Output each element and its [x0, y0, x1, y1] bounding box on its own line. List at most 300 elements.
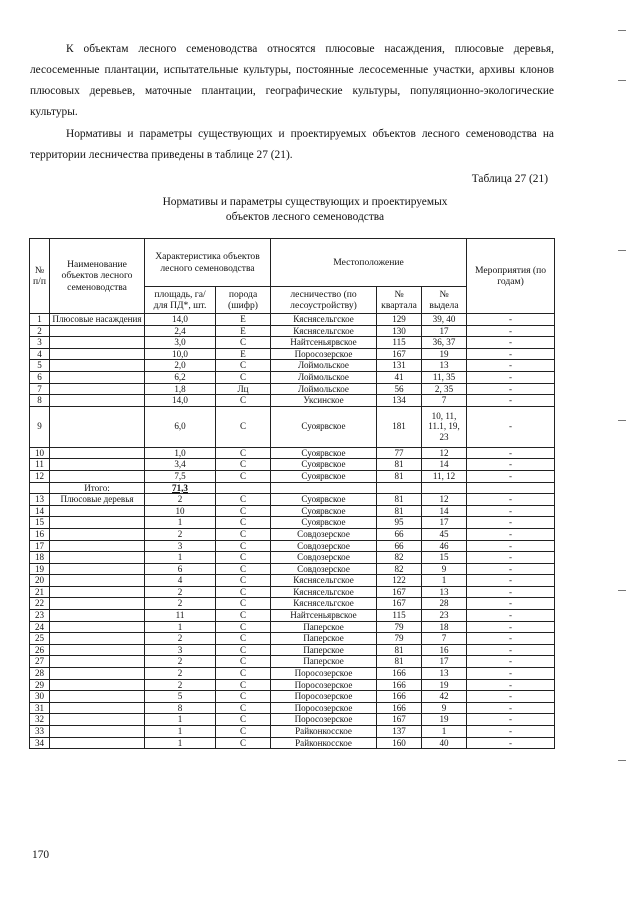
table-row — [30, 598, 555, 610]
table-row — [30, 644, 555, 656]
cell-breed: С — [216, 406, 271, 447]
cell-section: 10, 11, 11.1, 19, 23 — [422, 406, 467, 447]
cell-num: 7 — [30, 383, 50, 395]
cell-forestry: Кяснясельгское — [271, 598, 377, 610]
total-row — [30, 482, 555, 494]
table-row — [30, 348, 555, 360]
cell-empty — [30, 482, 50, 494]
group-name-cont — [50, 656, 145, 668]
group-name-cont — [50, 563, 145, 575]
cell-num: 16 — [30, 528, 50, 540]
table-caption-line1: Нормативы и параметры существующих и проектируемых — [162, 196, 448, 208]
scan-edge-mark — [618, 80, 626, 81]
cell-empty — [216, 482, 271, 494]
total-value: 71,3 — [145, 482, 216, 494]
table-row — [30, 383, 555, 395]
table-body — [30, 314, 555, 749]
group-name-cont — [50, 470, 145, 482]
group-name-cont — [50, 714, 145, 726]
cell-num: 9 — [30, 406, 50, 447]
cell-area: 2 — [145, 656, 216, 668]
cell-section: 13 — [422, 586, 467, 598]
table-row — [30, 714, 555, 726]
cell-section: 14 — [422, 459, 467, 471]
cell-section: 36, 37 — [422, 337, 467, 349]
total-label: Итого: — [50, 482, 145, 494]
header-location: Местоположение — [271, 239, 467, 287]
group-name-cont — [50, 517, 145, 529]
cell-quarter: 95 — [377, 517, 422, 529]
cell-section: 40 — [422, 737, 467, 749]
cell-section: 16 — [422, 644, 467, 656]
cell-num: 6 — [30, 371, 50, 383]
group-name-cont — [50, 528, 145, 540]
cell-forestry: Поросозерское — [271, 679, 377, 691]
header-characteristics: Характеристика объектов лесного семеноводства — [145, 239, 271, 287]
group-name-cont — [50, 337, 145, 349]
scan-edge-mark — [618, 590, 626, 591]
cell-forestry: Поросозерское — [271, 691, 377, 703]
cell-breed: С — [216, 552, 271, 564]
cell-forestry: Совдозерское — [271, 528, 377, 540]
cell-forestry: Лоймольское — [271, 383, 377, 395]
table-row — [30, 737, 555, 749]
table-row — [30, 656, 555, 668]
group-name-cont — [50, 598, 145, 610]
cell-forestry: Суоярвское — [271, 406, 377, 447]
cell-area: 4 — [145, 575, 216, 587]
table-row — [30, 360, 555, 372]
cell-section: 1 — [422, 575, 467, 587]
cell-area: 2 — [145, 679, 216, 691]
group-name-cont — [50, 325, 145, 337]
group-name-cont — [50, 575, 145, 587]
cell-measures: - — [467, 459, 555, 471]
cell-measures: - — [467, 505, 555, 517]
table-row — [30, 447, 555, 459]
reference-paragraph: Нормативы и параметры существующих и проектируемых объектов лесного семеноводства на территории лесничества приведены в таблице 27 (21). — [30, 128, 554, 161]
cell-area: 10 — [145, 505, 216, 517]
cell-section: 42 — [422, 691, 467, 703]
cell-area: 2 — [145, 494, 216, 506]
table-label: Таблица 27 (21) — [471, 173, 548, 185]
table-row — [30, 337, 555, 349]
page-number: 170 — [32, 849, 50, 861]
cell-section: 19 — [422, 714, 467, 726]
cell-forestry: Суоярвское — [271, 470, 377, 482]
cell-measures: - — [467, 644, 555, 656]
cell-num: 27 — [30, 656, 50, 668]
table-row — [30, 668, 555, 680]
cell-num: 25 — [30, 633, 50, 645]
table-row — [30, 406, 555, 447]
table-row — [30, 702, 555, 714]
table-row — [30, 726, 555, 738]
group-name: Плюсовые деревья — [50, 494, 145, 506]
cell-forestry: Паперское — [271, 656, 377, 668]
cell-quarter: 130 — [377, 325, 422, 337]
table-row — [30, 621, 555, 633]
cell-breed: С — [216, 737, 271, 749]
cell-empty — [377, 482, 422, 494]
cell-quarter: 167 — [377, 586, 422, 598]
cell-forestry: Суоярвское — [271, 505, 377, 517]
cell-area: 2,4 — [145, 325, 216, 337]
cell-breed: С — [216, 586, 271, 598]
table-row — [30, 633, 555, 645]
cell-measures: - — [467, 314, 555, 326]
cell-num: 34 — [30, 737, 50, 749]
cell-num: 20 — [30, 575, 50, 587]
cell-quarter: 41 — [377, 371, 422, 383]
table-row — [30, 691, 555, 703]
cell-section: 13 — [422, 668, 467, 680]
group-name-cont — [50, 406, 145, 447]
cell-measures: - — [467, 470, 555, 482]
cell-breed: С — [216, 702, 271, 714]
cell-quarter: 166 — [377, 691, 422, 703]
cell-forestry: Совдозерское — [271, 540, 377, 552]
cell-quarter: 82 — [377, 552, 422, 564]
cell-measures: - — [467, 517, 555, 529]
cell-forestry: Паперское — [271, 644, 377, 656]
cell-num: 28 — [30, 668, 50, 680]
cell-forestry: Суоярвское — [271, 447, 377, 459]
group-name-cont — [50, 371, 145, 383]
cell-empty — [422, 482, 467, 494]
cell-num: 14 — [30, 505, 50, 517]
cell-forestry: Райконкосское — [271, 726, 377, 738]
cell-area: 3 — [145, 644, 216, 656]
cell-measures: - — [467, 656, 555, 668]
group-name-cont — [50, 621, 145, 633]
cell-quarter: 129 — [377, 314, 422, 326]
cell-quarter: 167 — [377, 714, 422, 726]
cell-num: 19 — [30, 563, 50, 575]
cell-area: 2 — [145, 668, 216, 680]
cell-quarter: 131 — [377, 360, 422, 372]
cell-breed: С — [216, 691, 271, 703]
group-name-cont — [50, 459, 145, 471]
cell-num: 11 — [30, 459, 50, 471]
table-row — [30, 314, 555, 326]
cell-num: 30 — [30, 691, 50, 703]
cell-area: 14,0 — [145, 314, 216, 326]
cell-num: 18 — [30, 552, 50, 564]
cell-area: 2 — [145, 586, 216, 598]
cell-num: 33 — [30, 726, 50, 738]
cell-measures: - — [467, 621, 555, 633]
cell-breed: С — [216, 726, 271, 738]
scan-edge-mark — [618, 250, 626, 251]
cell-quarter: 134 — [377, 395, 422, 407]
cell-breed: С — [216, 371, 271, 383]
group-name-cont — [50, 633, 145, 645]
table-row — [30, 494, 555, 506]
cell-section: 45 — [422, 528, 467, 540]
cell-area: 3 — [145, 540, 216, 552]
cell-quarter: 160 — [377, 737, 422, 749]
cell-area: 2 — [145, 528, 216, 540]
cell-breed: С — [216, 575, 271, 587]
cell-num: 15 — [30, 517, 50, 529]
cell-num: 12 — [30, 470, 50, 482]
table-row — [30, 679, 555, 691]
group-name: Плюсовые насаждения — [50, 314, 145, 326]
cell-measures: - — [467, 737, 555, 749]
cell-quarter: 66 — [377, 540, 422, 552]
cell-breed: Е — [216, 325, 271, 337]
cell-section: 39, 40 — [422, 314, 467, 326]
cell-forestry: Поросозерское — [271, 714, 377, 726]
cell-measures: - — [467, 563, 555, 575]
cell-area: 5 — [145, 691, 216, 703]
cell-section: 2, 35 — [422, 383, 467, 395]
cell-forestry: Кяснясельгское — [271, 575, 377, 587]
table-row — [30, 325, 555, 337]
group-name-cont — [50, 679, 145, 691]
header-section: № выдела — [422, 287, 467, 314]
cell-breed: С — [216, 459, 271, 471]
group-name-cont — [50, 383, 145, 395]
cell-section: 9 — [422, 702, 467, 714]
cell-num: 22 — [30, 598, 50, 610]
group-name-cont — [50, 395, 145, 407]
cell-area: 14,0 — [145, 395, 216, 407]
cell-measures: - — [467, 395, 555, 407]
cell-section: 15 — [422, 552, 467, 564]
cell-measures: - — [467, 575, 555, 587]
cell-forestry: Уксинское — [271, 395, 377, 407]
cell-breed: С — [216, 714, 271, 726]
cell-measures: - — [467, 447, 555, 459]
cell-quarter: 81 — [377, 470, 422, 482]
cell-forestry: Совдозерское — [271, 552, 377, 564]
cell-breed: С — [216, 633, 271, 645]
cell-area: 1,0 — [145, 447, 216, 459]
cell-quarter: 166 — [377, 679, 422, 691]
cell-breed: С — [216, 621, 271, 633]
cell-area: 1 — [145, 714, 216, 726]
cell-empty — [271, 482, 377, 494]
cell-section: 11, 35 — [422, 371, 467, 383]
cell-num: 29 — [30, 679, 50, 691]
cell-measures: - — [467, 679, 555, 691]
cell-section: 9 — [422, 563, 467, 575]
group-name-cont — [50, 360, 145, 372]
cell-measures: - — [467, 406, 555, 447]
cell-forestry: Найтсеньярвское — [271, 337, 377, 349]
cell-quarter: 79 — [377, 621, 422, 633]
cell-forestry: Поросозерское — [271, 348, 377, 360]
group-name-cont — [50, 540, 145, 552]
cell-num: 31 — [30, 702, 50, 714]
cell-breed: С — [216, 447, 271, 459]
table-row — [30, 540, 555, 552]
cell-empty — [467, 482, 555, 494]
cell-forestry: Лоймольское — [271, 360, 377, 372]
cell-area: 2,0 — [145, 360, 216, 372]
cell-area: 3,0 — [145, 337, 216, 349]
cell-quarter: 137 — [377, 726, 422, 738]
header-forestry: лесничество (по лесоустройству) — [271, 287, 377, 314]
cell-breed: С — [216, 494, 271, 506]
cell-num: 1 — [30, 314, 50, 326]
table-row — [30, 395, 555, 407]
table-row — [30, 470, 555, 482]
cell-breed: С — [216, 563, 271, 575]
cell-num: 23 — [30, 610, 50, 622]
cell-measures: - — [467, 540, 555, 552]
seed-objects-table — [29, 238, 555, 749]
cell-breed: С — [216, 679, 271, 691]
cell-breed: С — [216, 668, 271, 680]
header-area: площадь, га/ для ПД*, шт. — [145, 287, 216, 314]
cell-breed: С — [216, 540, 271, 552]
cell-breed: С — [216, 517, 271, 529]
cell-measures: - — [467, 691, 555, 703]
cell-area: 1 — [145, 726, 216, 738]
cell-area: 1,8 — [145, 383, 216, 395]
cell-forestry: Лоймольское — [271, 371, 377, 383]
cell-measures: - — [467, 668, 555, 680]
scan-edge-mark — [618, 760, 626, 761]
cell-quarter: 166 — [377, 668, 422, 680]
cell-breed: Е — [216, 314, 271, 326]
cell-quarter: 167 — [377, 348, 422, 360]
group-name-cont — [50, 505, 145, 517]
cell-quarter: 181 — [377, 406, 422, 447]
cell-measures: - — [467, 714, 555, 726]
cell-num: 32 — [30, 714, 50, 726]
cell-quarter: 115 — [377, 610, 422, 622]
header-name: Наименование объектов лесного семеноводства — [50, 239, 145, 314]
table-row — [30, 610, 555, 622]
cell-section: 11, 12 — [422, 470, 467, 482]
cell-breed: С — [216, 337, 271, 349]
cell-area: 7,5 — [145, 470, 216, 482]
cell-section: 7 — [422, 633, 467, 645]
cell-quarter: 81 — [377, 644, 422, 656]
cell-measures: - — [467, 348, 555, 360]
group-name-cont — [50, 447, 145, 459]
cell-breed: С — [216, 470, 271, 482]
table-row — [30, 517, 555, 529]
cell-measures: - — [467, 528, 555, 540]
cell-breed: Е — [216, 348, 271, 360]
cell-section: 14 — [422, 505, 467, 517]
cell-num: 24 — [30, 621, 50, 633]
cell-quarter: 166 — [377, 702, 422, 714]
cell-measures: - — [467, 598, 555, 610]
group-name-cont — [50, 726, 145, 738]
group-name-cont — [50, 668, 145, 680]
cell-area: 10,0 — [145, 348, 216, 360]
cell-section: 12 — [422, 447, 467, 459]
cell-section: 13 — [422, 360, 467, 372]
cell-quarter: 79 — [377, 633, 422, 645]
cell-forestry: Кяснясельгское — [271, 314, 377, 326]
intro-paragraph: К объектам лесного семеноводства относятся плюсовые насаждения, плюсовые деревья, лесосеменные плантации, испытательные культуры, постоянные лесосеменные участки, архивы клонов плюсовых деревьев, маточные плантации, географические культуры, популяционно-экологические культуры. — [30, 43, 554, 118]
scan-edge-mark — [618, 30, 626, 31]
table-row — [30, 528, 555, 540]
cell-area: 2 — [145, 633, 216, 645]
cell-breed: С — [216, 598, 271, 610]
cell-section: 19 — [422, 679, 467, 691]
cell-num: 26 — [30, 644, 50, 656]
cell-num: 3 — [30, 337, 50, 349]
cell-quarter: 81 — [377, 459, 422, 471]
header-num: № п/п — [30, 239, 50, 314]
cell-forestry: Поросозерское — [271, 702, 377, 714]
cell-measures: - — [467, 633, 555, 645]
cell-section: 46 — [422, 540, 467, 552]
cell-forestry: Паперское — [271, 621, 377, 633]
cell-measures: - — [467, 552, 555, 564]
scan-edge-mark — [618, 420, 626, 421]
cell-measures: - — [467, 325, 555, 337]
table-caption-line2: объектов лесного семеноводства — [225, 211, 385, 223]
group-name-cont — [50, 691, 145, 703]
group-name-cont — [50, 586, 145, 598]
cell-section: 1 — [422, 726, 467, 738]
cell-area: 6,0 — [145, 406, 216, 447]
table-row — [30, 459, 555, 471]
cell-forestry: Совдозерское — [271, 563, 377, 575]
cell-area: 1 — [145, 517, 216, 529]
cell-section: 12 — [422, 494, 467, 506]
table-row — [30, 586, 555, 598]
cell-section: 17 — [422, 656, 467, 668]
cell-quarter: 122 — [377, 575, 422, 587]
cell-area: 6 — [145, 563, 216, 575]
group-name-cont — [50, 552, 145, 564]
cell-measures: - — [467, 383, 555, 395]
table-row — [30, 575, 555, 587]
cell-breed: С — [216, 656, 271, 668]
cell-area: 1 — [145, 552, 216, 564]
cell-breed: С — [216, 644, 271, 656]
group-name-cont — [50, 737, 145, 749]
table-row — [30, 552, 555, 564]
cell-measures: - — [467, 726, 555, 738]
group-name-cont — [50, 348, 145, 360]
table-row — [30, 563, 555, 575]
cell-quarter: 82 — [377, 563, 422, 575]
cell-breed: С — [216, 610, 271, 622]
group-name-cont — [50, 644, 145, 656]
cell-num: 5 — [30, 360, 50, 372]
table-row — [30, 505, 555, 517]
cell-forestry: Поросозерское — [271, 668, 377, 680]
cell-quarter: 81 — [377, 656, 422, 668]
cell-measures: - — [467, 360, 555, 372]
cell-area: 1 — [145, 737, 216, 749]
cell-num: 10 — [30, 447, 50, 459]
cell-quarter: 115 — [377, 337, 422, 349]
cell-breed: Лц — [216, 383, 271, 395]
header-measures: Мероприятия (по годам) — [467, 239, 555, 314]
cell-num: 8 — [30, 395, 50, 407]
cell-breed: С — [216, 528, 271, 540]
table-caption — [110, 195, 500, 225]
group-name-cont — [50, 702, 145, 714]
cell-area: 3,4 — [145, 459, 216, 471]
cell-section: 7 — [422, 395, 467, 407]
cell-measures: - — [467, 702, 555, 714]
cell-section: 18 — [422, 621, 467, 633]
cell-quarter: 56 — [377, 383, 422, 395]
